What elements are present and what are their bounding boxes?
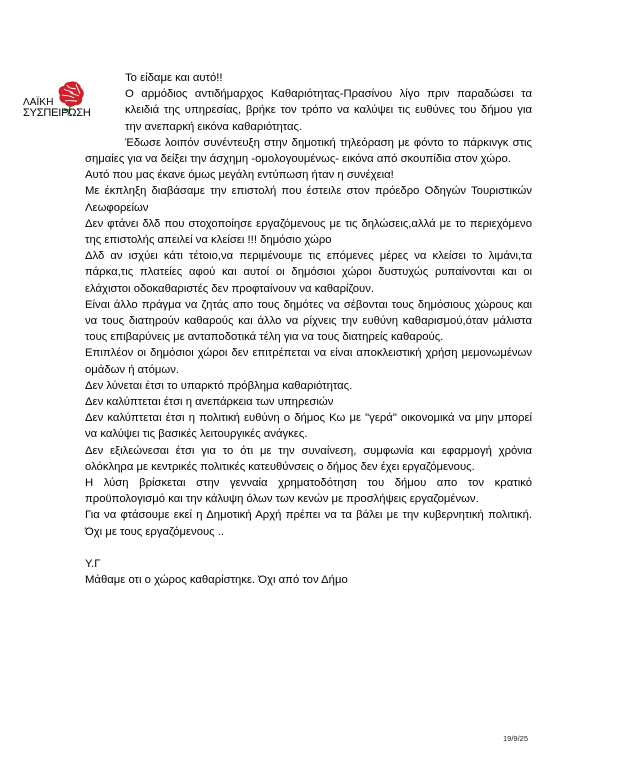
paragraph-solution: Η λύση βρίσκεται στην γενναία χρηματοδότηση του δήμου απο τον κρατικό προϋπολογισμό και την κάλυψη όλων των κενών με προσλήψεις εργαζομένων.: [85, 477, 532, 506]
logo-line-1: ΛΑΪΚΗ: [23, 97, 54, 108]
spacer: [85, 540, 532, 556]
document-date: 19/9/25: [503, 734, 529, 743]
paragraph-inadequacy: Δεν καλύπτεται έτσι η ανεπάρκεια των υπηρεσιών: [85, 396, 334, 409]
paragraph-intro: Το είδαμε και αυτό!!: [125, 72, 223, 84]
paragraph-political-responsibility: Δεν καλύπτεται έτσι η πολιτική ευθύνη ο δήμος Κω με "γερά" οικονομικά να μην μπορεί να καλύψει τις βασικές λειτουργικές ανάγκες.: [85, 412, 532, 441]
paragraph-consent: Δεν εξιλεώνεσαι έτσι για το ότι με την συναίνεση, συμφωνία και εφαρμογή χρόνια ολόκληρα με κεντρικές πολιτικές κατευθύνσεις ο δήμος δεν έχει εργαζόμενους.: [85, 444, 532, 473]
logo-line-2: ΣΥΣΠΕΙΡΩΣΗ: [23, 107, 91, 119]
postscript-label: Υ.Γ: [85, 557, 101, 570]
logo-wordmark: [23, 97, 91, 119]
paragraph-exclusive-use: Επιπλέον οι δημόσιοι χώροι δεν επιτρέπεται να είναι αποκλειστική χρήση μεμονωμένων ομάδων ή ατόμων.: [85, 347, 532, 376]
paragraph-interview: Έδωσε λοιπόν συνέντευξη στην δημοτική τηλεόραση με φόντο το πάρκινγκ στις σημαίες για να δείξει την άσχημη -ομολογουμένως- εικόνα από σκουπίδια στον χώρο.: [85, 136, 532, 166]
letter-body: [85, 70, 532, 588]
paragraph-citizens: Είναι άλλο πράγμα να ζητάς απο τους δημότες να σέβονται τους δημόσιους χώρους και να τους διατηρούν καθαρούς και άλλο να ρίχνεις την ευθύνη καθαρισμού,όταν μάλιστα τους επιβαρύνεις με ανταποδοτικά τέλη για να τους διατηρείς καθαρούς.: [85, 298, 532, 344]
paragraph-threat: Δεν φτάνει δλδ που στοχοποίησε εργαζόμενους με τις δηλώσεις,αλλά με το περιεχόμενο της επιστολής απειλεί να κλείσει !!! δημόσιο χώρο: [85, 217, 532, 247]
paragraph-letter: Με έκπληξη διαβάσαμε την επιστολή που έστειλε στον πρόεδρο Οδηγών Τουριστικών Λεωφορείων: [85, 185, 532, 214]
paragraph-deputy-mayor: Ο αρμόδιος αντιδήμαρχος Καθαριότητας-Πρασίνου λίγο πριν παραδώσει τα κλειδιά της υπηρεσίας, βρήκε τον τρόπο να καλύψει τις ευθύνες του δήμου για την ανεπαρκή εικόνα καθαριότητας.: [125, 88, 532, 133]
paragraph-conclusion: Για να φτάσουμε εκεί η Δημοτική Αρχή πρέπει να τα βάλει με την κυβερνητική πολιτική. Όχι με τους εργαζόμενους ..: [85, 509, 532, 538]
paragraph-impression: Αυτό που μας έκανε όμως μεγάλη εντύπωση ήταν η συνέχεια!: [85, 169, 394, 182]
postscript-text: Μάθαμε οτι ο χώρος καθαρίστηκε. Όχι από τον Δήμο: [85, 574, 348, 587]
paragraph-public-spaces: Δλδ αν ισχύει κάτι τέτοιο,να περιμένουμε τις επόμενες μέρες να κλείσει το λιμάνι,τα πάρκα,τις πλατείες αφού και αυτοί οι δημόσιοι χώροι δυστυχώς ρυπαίνονται και οι ελάχιστοι οδοκαθαριστές δεν προφταίνουν να καθαρίζουν.: [85, 250, 532, 295]
paragraph-problem: Δεν λύνεται έτσι το υπαρκτό πρόβλημα καθαριότητας.: [85, 379, 353, 392]
